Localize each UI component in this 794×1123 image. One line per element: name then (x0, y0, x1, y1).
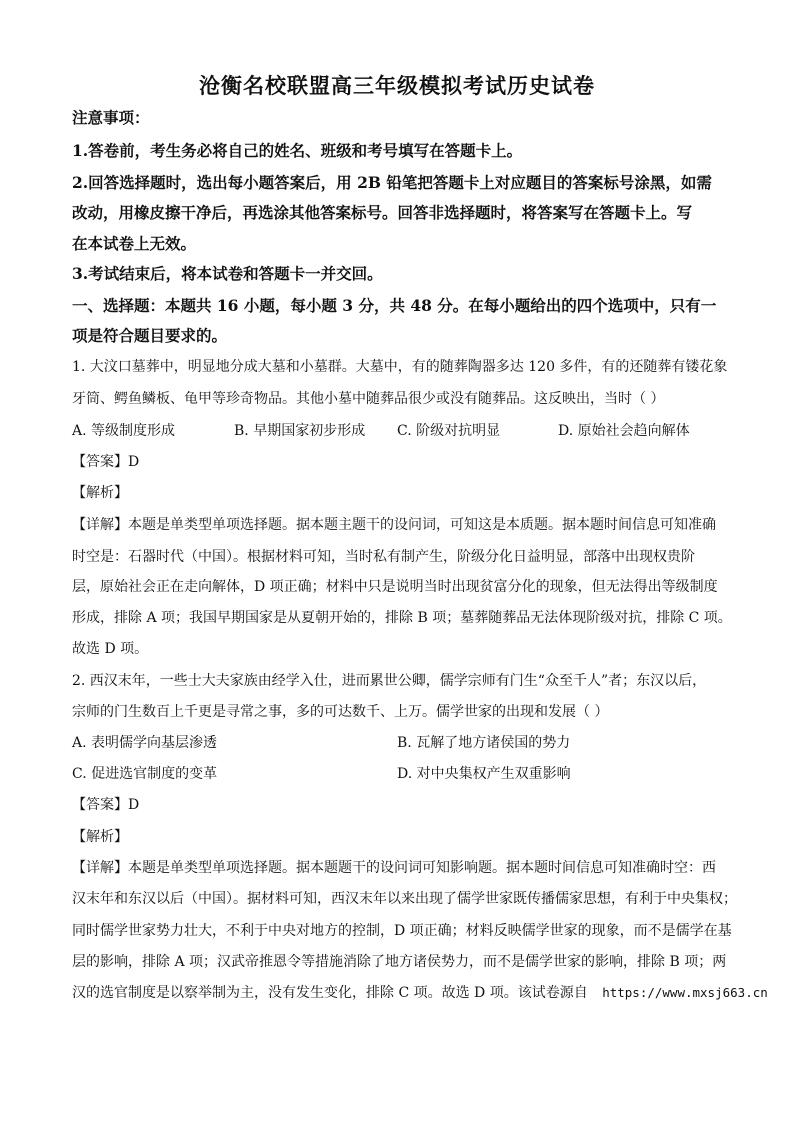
section-heading: 一、选择题：本题共 16 小题，每小题 3 分，共 48 分。在每小题给出的四个选项中，只有一 (72, 296, 717, 315)
q2-analysis-label: 【解析】 (72, 829, 128, 845)
q1-answer: 【答案】D (72, 454, 140, 470)
q1-detail-line: 形成，排除 A 项；我国早期国家是从夏朝开始的，排除 B 项；墓葬随葬品无法体现阶级对抗，排除 C 项。 (72, 610, 732, 626)
q1-detail-line: 层，原始社会正在走向解体，D 项正确；材料中只是说明当时出现贫富分化的现象，但无法得出等级制度 (72, 579, 718, 595)
q1-detail-line: 时空是：石器时代（中国）。根据材料可知，当时私有制产生，阶级分化日益明显，部落中出现权贵阶 (72, 549, 695, 565)
q2-detail-text: 汉的选官制度是以察举制为主，没有发生变化，排除 C 项。故选 D 项。该试卷源自 (72, 985, 588, 1001)
q2-stem-cont: 宗师的门生数百上千更是寻常之事，多的可达数千、上万。儒学世家的出现和发展（ ） (72, 704, 609, 720)
q1-option-c: C. 阶级对抗明显 (397, 423, 501, 439)
section-heading-cont: 项是符合题目要求的。 (72, 326, 228, 345)
q2-option-a: A. 表明儒学向基层渗透 (72, 735, 218, 751)
q2-option-b: B. 瓦解了地方诸侯国的势力 (397, 735, 571, 751)
q1-option-b: B. 早期国家初步形成 (234, 423, 366, 439)
q1-stem-cont: 牙筒、鳄鱼鳞板、龟甲等珍奇物品。其他小墓中随葬品很少或没有随葬品。这反映出，当时（ ） (72, 391, 665, 407)
q2-stem: 2. 西汉末年，一些士大夫家族由经学入仕，进而累世公卿，儒学宗师有门生“众至千人”者；东汉以后， (72, 673, 707, 689)
q1-option-a: A. 等级制度形成 (72, 423, 176, 439)
q2-detail-line: 汉末年和东汉以后（中国）。据材料可知，西汉末年以来出现了儒学世家既传播儒家思想，有利于中央集权； (72, 891, 737, 907)
q1-option-d: D. 原始社会趋向解体 (558, 423, 690, 439)
q2-detail-line: 【详解】本题是单类型单项选择题。据本题题干的设问词可知影响题。据本题时间信息可知准确时空：西 (72, 860, 716, 876)
notice-line: 改动，用橡皮擦干净后，再选涂其他答案标号。回答非选择题时，将答案写在答题卡上。写 (72, 203, 693, 222)
notice-line: 在本试卷上无效。 (72, 234, 197, 253)
notice-line: 3.考试结束后，将本试卷和答题卡一并交回。 (72, 264, 383, 283)
notice-heading: 注意事项： (72, 108, 150, 127)
q2-option-c: C. 促进选官制度的变革 (72, 766, 218, 782)
notice-line: 1.答卷前，考生务必将自己的姓名、班级和考号填写在答题卡上。 (72, 141, 523, 160)
q1-analysis-label: 【解析】 (72, 485, 128, 501)
source-url-link[interactable]: https://www.mxsj663.cn (602, 985, 768, 1000)
q2-answer: 【答案】D (72, 797, 140, 813)
q1-stem: 1. 大汶口墓葬中，明显地分成大墓和小墓群。大墓中，有的随葬陶器多达 120 多件，有的还随葬有镂花象 (72, 359, 728, 375)
q2-detail-line: 层的影响，排除 A 项；汉武帝推恩令等措施消除了地方诸侯势力，而不是儒学世家的影响，排除 B 项；两 (72, 954, 727, 970)
q2-detail-line: 同时儒学世家势力壮大，不利于中央对地方的控制，D 项正确；材料反映儒学世家的现象，而不是儒学在基 (72, 923, 732, 939)
q2-detail-line-last (72, 983, 768, 1003)
q1-detail-line: 【详解】本题是单类型单项选择题。据本题主题干的设问词，可知这是本质题。据本题时间信息可知准确 (72, 517, 716, 533)
page-title: 沧衡名校联盟高三年级模拟考试历史试卷 (199, 73, 595, 98)
notice-line: 2.回答选择题时，选出每小题答案后，用 2B 铅笔把答题卡上对应题目的答案标号涂黑，如需 (72, 173, 712, 192)
q2-option-d: D. 对中央集权产生双重影响 (397, 766, 571, 782)
q1-detail-line: 故选 D 项。 (72, 641, 149, 657)
